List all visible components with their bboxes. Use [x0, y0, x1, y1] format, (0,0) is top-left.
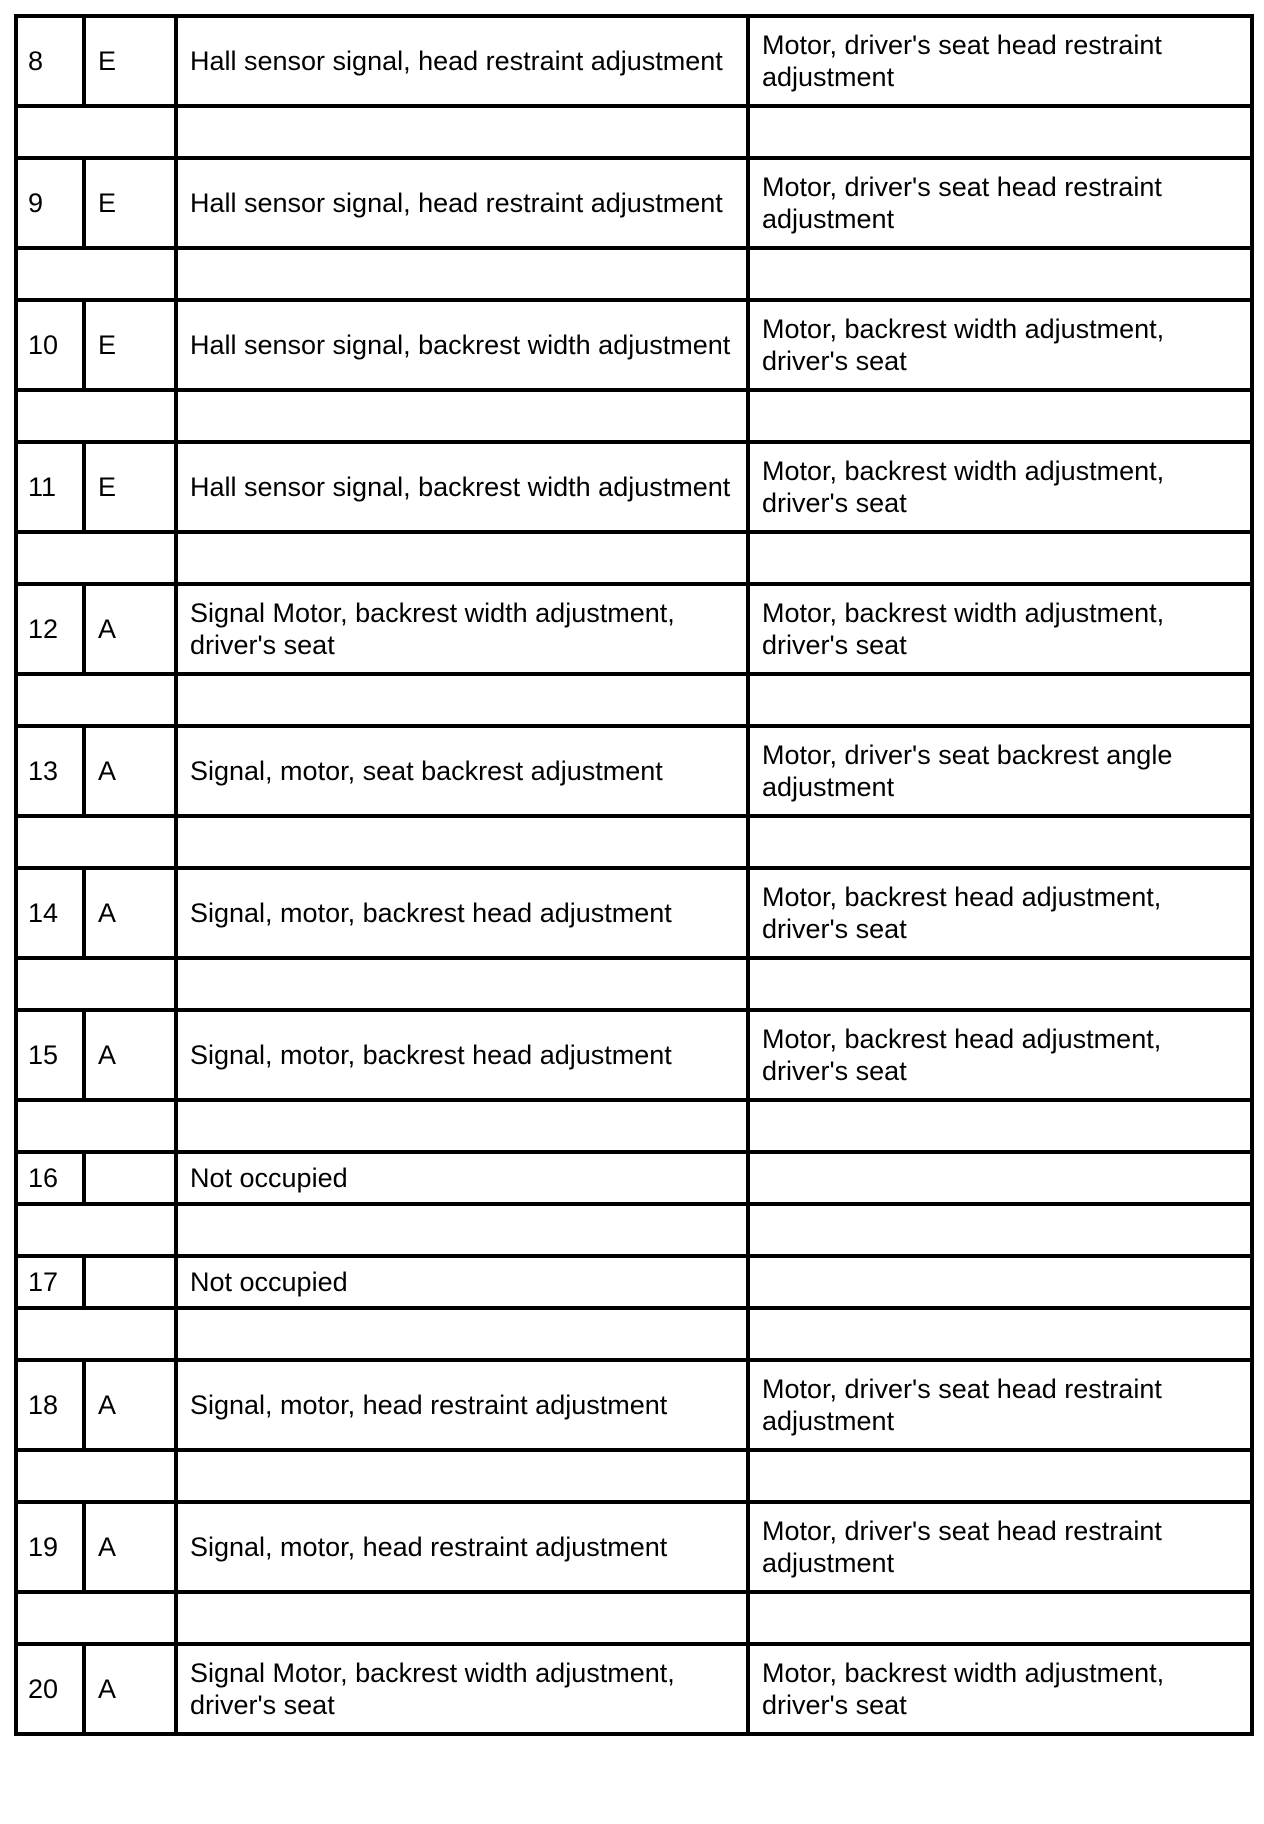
spacer-cell — [16, 674, 176, 726]
table-row — [16, 726, 1252, 816]
signal-direction-cell: A — [84, 1502, 176, 1592]
signal-direction-cell: A — [84, 584, 176, 674]
component-cell: Motor, backrest head adjustment, driver's seat — [748, 868, 1252, 958]
signal-direction-cell — [84, 1152, 176, 1204]
signal-direction-cell: E — [84, 300, 176, 390]
pin-assignment-table — [14, 14, 1254, 1736]
component-cell: Motor, backrest width adjustment, driver's seat — [748, 442, 1252, 532]
spacer-cell — [176, 816, 748, 868]
spacer-row — [16, 390, 1252, 442]
spacer-cell — [16, 1204, 176, 1256]
signal-direction-cell: A — [84, 726, 176, 816]
component-cell — [748, 1256, 1252, 1308]
spacer-row — [16, 958, 1252, 1010]
signal-description-cell: Signal, motor, backrest head adjustment — [176, 1010, 748, 1100]
spacer-cell — [176, 106, 748, 158]
component-cell: Motor, driver's seat head restraint adjustment — [748, 1360, 1252, 1450]
signal-description-cell: Hall sensor signal, head restraint adjustment — [176, 158, 748, 248]
signal-description-cell: Not occupied — [176, 1256, 748, 1308]
pin-number-cell: 20 — [16, 1644, 84, 1734]
spacer-row — [16, 674, 1252, 726]
signal-description-cell: Signal, motor, backrest head adjustment — [176, 868, 748, 958]
table-row — [16, 1360, 1252, 1450]
spacer-cell — [748, 674, 1252, 726]
spacer-cell — [748, 958, 1252, 1010]
spacer-cell — [16, 1308, 176, 1360]
spacer-cell — [748, 390, 1252, 442]
pin-number-cell: 9 — [16, 158, 84, 248]
component-cell: Motor, backrest head adjustment, driver's seat — [748, 1010, 1252, 1100]
spacer-cell — [16, 1100, 176, 1152]
table-row — [16, 1644, 1252, 1734]
component-cell: Motor, backrest width adjustment, driver's seat — [748, 300, 1252, 390]
signal-direction-cell: A — [84, 868, 176, 958]
signal-description-cell: Hall sensor signal, backrest width adjustment — [176, 442, 748, 532]
spacer-cell — [176, 1450, 748, 1502]
component-cell — [748, 1152, 1252, 1204]
spacer-cell — [176, 1308, 748, 1360]
spacer-cell — [16, 1450, 176, 1502]
spacer-cell — [748, 1204, 1252, 1256]
signal-direction-cell: A — [84, 1360, 176, 1450]
table-row — [16, 1152, 1252, 1204]
pin-number-cell: 11 — [16, 442, 84, 532]
spacer-row — [16, 1308, 1252, 1360]
pin-number-cell: 17 — [16, 1256, 84, 1308]
signal-description-cell: Signal Motor, backrest width adjustment, driver's seat — [176, 1644, 748, 1734]
spacer-cell — [176, 390, 748, 442]
signal-direction-cell: E — [84, 16, 176, 106]
pin-number-cell: 13 — [16, 726, 84, 816]
table-row — [16, 158, 1252, 248]
table-row — [16, 16, 1252, 106]
spacer-cell — [176, 532, 748, 584]
signal-description-cell: Signal, motor, head restraint adjustment — [176, 1502, 748, 1592]
spacer-cell — [16, 958, 176, 1010]
spacer-cell — [16, 1592, 176, 1644]
spacer-row — [16, 532, 1252, 584]
signal-direction-cell: A — [84, 1644, 176, 1734]
spacer-cell — [176, 958, 748, 1010]
table-row — [16, 1502, 1252, 1592]
spacer-cell — [748, 1450, 1252, 1502]
pin-number-cell: 18 — [16, 1360, 84, 1450]
spacer-row — [16, 1450, 1252, 1502]
pin-number-cell: 14 — [16, 868, 84, 958]
spacer-cell — [176, 1100, 748, 1152]
table-row — [16, 584, 1252, 674]
signal-description-cell: Signal Motor, backrest width adjustment, driver's seat — [176, 584, 748, 674]
pin-table-body — [16, 16, 1252, 1734]
spacer-cell — [176, 1592, 748, 1644]
component-cell: Motor, backrest width adjustment, driver's seat — [748, 584, 1252, 674]
table-row — [16, 442, 1252, 532]
spacer-row — [16, 1592, 1252, 1644]
pin-number-cell: 8 — [16, 16, 84, 106]
spacer-row — [16, 248, 1252, 300]
table-row — [16, 868, 1252, 958]
component-cell: Motor, driver's seat head restraint adjustment — [748, 1502, 1252, 1592]
spacer-row — [16, 1100, 1252, 1152]
spacer-cell — [16, 106, 176, 158]
spacer-cell — [176, 1204, 748, 1256]
signal-direction-cell — [84, 1256, 176, 1308]
spacer-row — [16, 106, 1252, 158]
spacer-cell — [16, 532, 176, 584]
pin-number-cell: 16 — [16, 1152, 84, 1204]
spacer-cell — [748, 1592, 1252, 1644]
pin-number-cell: 15 — [16, 1010, 84, 1100]
component-cell: Motor, backrest width adjustment, driver's seat — [748, 1644, 1252, 1734]
component-cell: Motor, driver's seat head restraint adjustment — [748, 158, 1252, 248]
signal-description-cell: Signal, motor, seat backrest adjustment — [176, 726, 748, 816]
signal-direction-cell: A — [84, 1010, 176, 1100]
signal-description-cell: Not occupied — [176, 1152, 748, 1204]
spacer-cell — [176, 248, 748, 300]
signal-description-cell: Hall sensor signal, head restraint adjustment — [176, 16, 748, 106]
table-row — [16, 300, 1252, 390]
pin-number-cell: 10 — [16, 300, 84, 390]
spacer-cell — [748, 248, 1252, 300]
spacer-cell — [748, 816, 1252, 868]
spacer-cell — [748, 532, 1252, 584]
spacer-row — [16, 1204, 1252, 1256]
signal-direction-cell: E — [84, 442, 176, 532]
table-row — [16, 1256, 1252, 1308]
spacer-cell — [16, 248, 176, 300]
signal-description-cell: Hall sensor signal, backrest width adjustment — [176, 300, 748, 390]
signal-description-cell: Signal, motor, head restraint adjustment — [176, 1360, 748, 1450]
component-cell: Motor, driver's seat head restraint adjustment — [748, 16, 1252, 106]
spacer-row — [16, 816, 1252, 868]
signal-direction-cell: E — [84, 158, 176, 248]
spacer-cell — [748, 106, 1252, 158]
pin-number-cell: 19 — [16, 1502, 84, 1592]
table-row — [16, 1010, 1252, 1100]
pin-number-cell: 12 — [16, 584, 84, 674]
spacer-cell — [16, 390, 176, 442]
component-cell: Motor, driver's seat backrest angle adjustment — [748, 726, 1252, 816]
spacer-cell — [16, 816, 176, 868]
spacer-cell — [176, 674, 748, 726]
spacer-cell — [748, 1100, 1252, 1152]
spacer-cell — [748, 1308, 1252, 1360]
